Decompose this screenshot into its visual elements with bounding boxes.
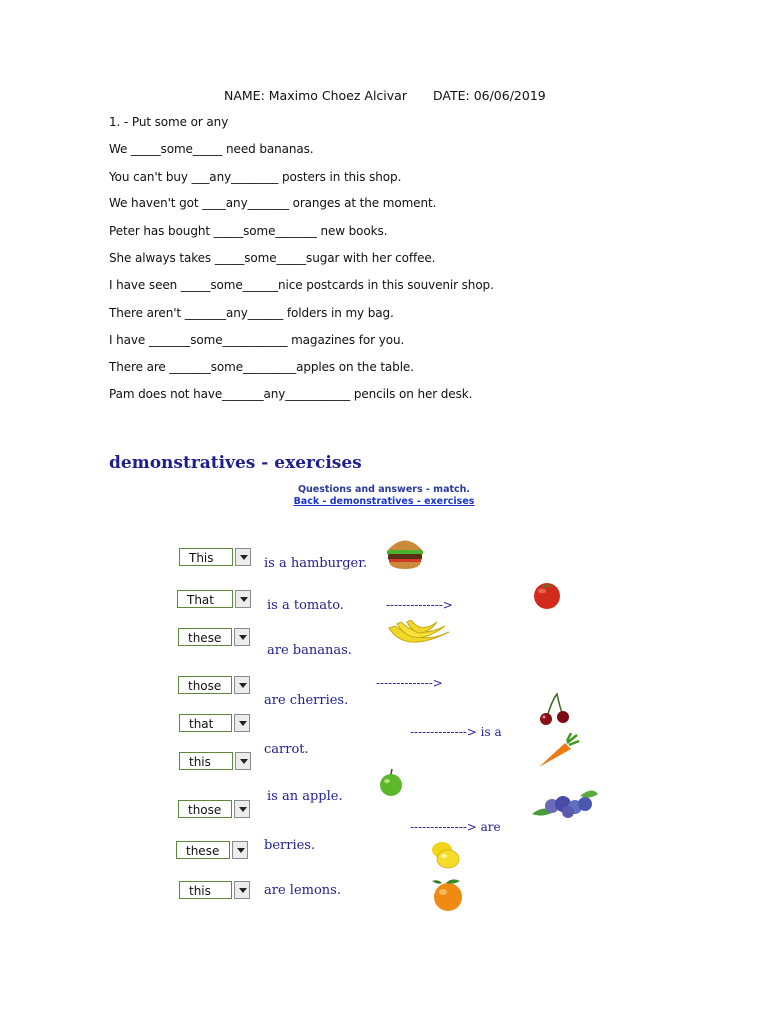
- hamburger-icon: [385, 535, 425, 571]
- arrow-tomato: -------------->: [386, 598, 453, 612]
- cherries-icon: [537, 692, 573, 728]
- section-title: demonstratives - exercises: [109, 453, 362, 473]
- chevron-down-icon[interactable]: [234, 714, 250, 732]
- select-value: This: [179, 548, 233, 566]
- worksheet-header: [224, 88, 546, 103]
- phrase-lemons: are lemons.: [264, 883, 341, 898]
- chevron-down-icon[interactable]: [234, 881, 250, 899]
- phrase-berries: berries.: [264, 838, 316, 853]
- exercise-line: I have _______some___________ magazines for you.: [109, 333, 405, 347]
- exercise-line: She always takes _____some_____sugar with her coffee.: [109, 251, 436, 265]
- chevron-down-icon[interactable]: [235, 752, 251, 770]
- select-value: these: [176, 841, 230, 859]
- select-value: this: [179, 752, 233, 770]
- chevron-down-icon[interactable]: [232, 841, 248, 859]
- chevron-down-icon[interactable]: [234, 676, 250, 694]
- tomato-icon: [531, 578, 563, 610]
- exercise-line: There aren't _______any______ folders in my bag.: [109, 306, 394, 320]
- chevron-down-icon[interactable]: [235, 548, 251, 566]
- select-value: those: [178, 676, 232, 694]
- select-value: these: [178, 628, 232, 646]
- exercise-1-title: 1. - Put some or any: [109, 115, 229, 129]
- chevron-down-icon[interactable]: [234, 800, 250, 818]
- back-link[interactable]: Back - demonstratives - exercises: [293, 496, 475, 507]
- select-value: this: [179, 881, 232, 899]
- exercise-line: I have seen _____some______nice postcards in this souvenir shop.: [109, 278, 494, 292]
- carrot-icon: [535, 733, 581, 771]
- worksheet-date: DATE: 06/06/2019: [432, 88, 546, 103]
- select-value: that: [179, 714, 232, 732]
- bananas-icon: [385, 620, 453, 656]
- phrase-tomato: is a tomato.: [267, 598, 344, 613]
- arrow-carrot: --------------> is a: [410, 725, 502, 739]
- section-subtitle: Questions and answers - match.: [297, 484, 471, 495]
- apple-icon: [376, 768, 406, 798]
- exercise-line: We haven't got ____any_______ oranges at the moment.: [109, 196, 437, 210]
- phrase-apple: is an apple.: [267, 789, 343, 804]
- exercise-line: We _____some_____ need bananas.: [109, 142, 314, 156]
- chevron-down-icon[interactable]: [234, 628, 250, 646]
- select-value: That: [177, 590, 233, 608]
- exercise-line: Pam does not have_______any___________ pencils on her desk.: [109, 387, 473, 401]
- phrase-bananas: are bananas.: [267, 643, 352, 658]
- exercise-line: You can't buy ___any________ posters in this shop.: [109, 170, 402, 184]
- lemons-icon: [428, 836, 462, 870]
- exercise-line: Peter has bought _____some_______ new books.: [109, 224, 388, 238]
- arrow-berries: --------------> are: [410, 820, 501, 834]
- orange-icon: [428, 877, 468, 913]
- arrow-cherries: -------------->: [376, 676, 443, 690]
- phrase-hamburger: is a hamburger.: [264, 556, 368, 571]
- student-name: NAME: Maximo Choez Alcivar: [224, 88, 407, 103]
- berries-icon: [530, 786, 600, 822]
- phrase-carrot: carrot.: [264, 742, 309, 757]
- select-value: those: [178, 800, 232, 818]
- phrase-cherries: are cherries.: [264, 693, 349, 708]
- exercise-line: There are _______some_________apples on the table.: [109, 360, 414, 374]
- chevron-down-icon[interactable]: [235, 590, 251, 608]
